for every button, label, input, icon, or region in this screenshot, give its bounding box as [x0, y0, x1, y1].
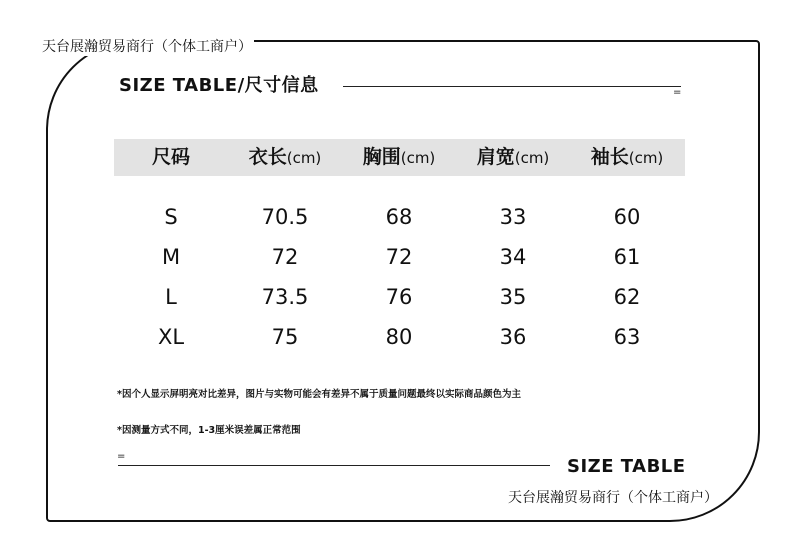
column-header-name: 胸围	[362, 146, 401, 168]
table-cell: 73.5	[261, 285, 309, 309]
column-header-length	[228, 139, 342, 176]
table-cell: 34	[499, 245, 527, 269]
column-header-size	[114, 139, 228, 176]
table-cell: 33	[499, 205, 527, 229]
column-header-name: 尺码	[151, 146, 190, 168]
column-header-name: 袖长	[590, 146, 629, 168]
bottom-divider-mark: =	[117, 451, 126, 462]
column-header-unit: (cm)	[628, 149, 664, 167]
column-header-chest	[342, 139, 456, 176]
shop-name-bottom: 天台展瀚贸易商行（个体工商户）	[508, 490, 718, 506]
table-cell: 35	[499, 285, 527, 309]
column-header-name: 衣长	[248, 146, 287, 168]
footer-size-table-title: SIZE TABLE	[567, 456, 686, 477]
table-cell: 75	[271, 325, 299, 349]
table-cell: XL	[157, 325, 185, 349]
column-header-shoulder	[456, 139, 570, 176]
table-cell: 63	[613, 325, 641, 349]
table-cell: 72	[271, 245, 299, 269]
rounded-frame	[46, 40, 760, 522]
column-header-name: 肩宽	[476, 146, 515, 168]
column-header-unit: (cm)	[514, 149, 550, 167]
table-cell: 68	[385, 205, 413, 229]
table-cell: 36	[499, 325, 527, 349]
note-display-difference: *因个人显示屏明亮对比差异，图片与实物可能会有差异不属于质量问题最终以实际商品颜色为主	[117, 389, 521, 400]
table-cell: L	[165, 285, 177, 309]
top-divider-line	[343, 86, 681, 87]
table-cell: 76	[385, 285, 413, 309]
column-header-unit: (cm)	[400, 149, 436, 167]
shop-name-top: 天台展瀚贸易商行（个体工商户）	[42, 39, 252, 55]
bottom-divider-line	[118, 465, 550, 466]
table-cell: 72	[385, 245, 413, 269]
table-cell: 61	[613, 245, 641, 269]
top-divider-mark: =	[673, 87, 682, 98]
table-cell: M	[161, 245, 181, 269]
table-cell: 80	[385, 325, 413, 349]
table-cell: 62	[613, 285, 641, 309]
note-measurement-error: *因测量方式不同，1-3厘米误差属正常范围	[117, 425, 301, 436]
table-cell: 60	[613, 205, 641, 229]
column-header-unit: (cm)	[286, 149, 322, 167]
table-cell: S	[164, 205, 178, 229]
column-header-sleeve	[570, 139, 684, 176]
table-cell: 70.5	[261, 205, 309, 229]
size-table-heading: SIZE TABLE/尺寸信息	[119, 75, 319, 96]
